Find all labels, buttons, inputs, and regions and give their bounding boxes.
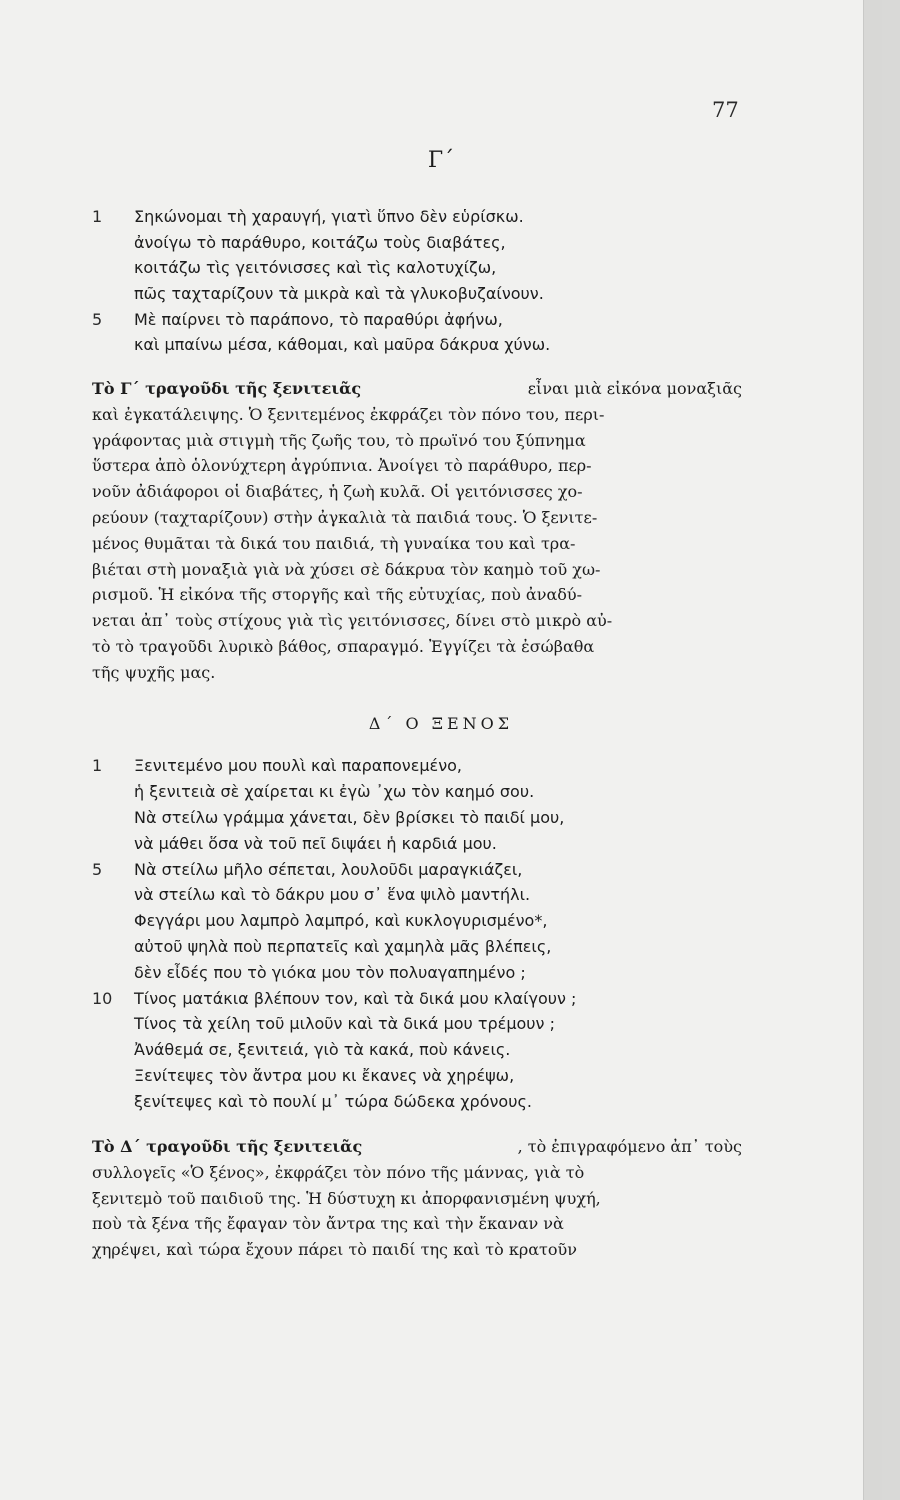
commentary-text: συλλογεῖς «Ὁ ξένος», ἐκφράζει τὸν πόνο τῆς μάννας, γιὰ τὸ: [92, 1162, 585, 1182]
poem-line: [92, 332, 732, 358]
page-edge: [863, 0, 882, 1500]
line-text: Μὲ παίρνει τὸ παράπονο, τὸ παραθύρι ἀφήνω,: [134, 309, 503, 329]
commentary-text: , τὸ ἐπιγραφόμενο ἀπ᾿ τοὺς: [517, 1137, 742, 1156]
poem-line: [92, 959, 732, 985]
line-text: Ἀνάθεμά σε, ξενιτειά, γιὸ τὰ κακά, ποὺ κάνεις.: [134, 1040, 511, 1060]
commentary-text: ξενιτεμὸ τοῦ παιδιοῦ της. Ἡ δύστυχη κι ἀπορφανισμένη ψυχή,: [92, 1188, 601, 1208]
line-text: καὶ μπαίνω μέσα, κάθομαι, καὶ μαῦρα δάκρυα χύνω.: [134, 335, 551, 355]
line-number: 5: [92, 309, 103, 329]
poem-line: [92, 1037, 732, 1063]
commentary-text: τῆς ψυχῆς μας.: [92, 662, 216, 682]
poem-line: [92, 306, 732, 332]
poem-line: [92, 805, 732, 831]
line-number: 1: [92, 756, 103, 776]
poem-line: [92, 1063, 732, 1089]
commentary-line: [92, 582, 742, 608]
commentary-line: [92, 453, 742, 479]
line-text: πῶς ταχταρίζουν τὰ μικρὰ καὶ τὰ γλυκοβυζαίνουν.: [134, 284, 544, 304]
poem-line: [92, 1088, 732, 1114]
commentary-gamma: [92, 376, 742, 686]
commentary-text: μένος θυμᾶται τὰ δικά του παιδιά, τὴ γυναίκα του καὶ τρα-: [92, 533, 576, 553]
commentary-text: τὸ τὸ τραγοῦδι λυρικὸ βάθος, σπαραγμό. Ἐγγίζει τὰ ἐσώβαθα: [92, 636, 595, 656]
poem-gamma: [92, 204, 732, 358]
poem-line: [92, 779, 732, 805]
commentary-text: ὕστερα ἀπὸ ὁλονύχτερη ἀγρύπνια. Ἀνοίγει τὸ παράθυρο, περ-: [92, 456, 592, 476]
section-heading-delta: Δ΄ Ο ΞΕΝΟΣ: [368, 714, 514, 733]
commentary-line: [92, 505, 742, 531]
commentary-line: [92, 402, 742, 428]
commentary-text: βιέται στὴ μοναξιὰ γιὰ νὰ χύσει σὲ δάκρυα τὸν καημὸ τοῦ χω-: [92, 559, 601, 579]
page-number: 77: [712, 98, 739, 122]
line-text: Τίνος ματάκια βλέπουν τον, καὶ τὰ δικά μου κλαίγουν ;: [134, 988, 577, 1008]
commentary-line: [92, 428, 742, 454]
poem-line: [92, 255, 732, 281]
commentary-line: [92, 557, 742, 583]
poem-line: [92, 934, 732, 960]
poem-line: [92, 1011, 732, 1037]
line-text: Ξενιτεμένο μου πουλὶ καὶ παραπονεμένο,: [134, 756, 462, 776]
commentary-line: [92, 376, 742, 402]
line-number: 5: [92, 859, 103, 879]
line-text: δὲν εἶδές που τὸ γιόκα μου τὸν πολυαγαπημένο ;: [134, 962, 526, 982]
line-text: Φεγγάρι μου λαμπρὸ λαμπρό, καὶ κυκλογυρισμένο*,: [134, 911, 548, 931]
poem-line: [92, 281, 732, 307]
line-text: Νὰ στείλω γράμμα χάνεται, δὲν βρίσκει τὸ παιδί μου,: [134, 807, 565, 827]
commentary-line: [92, 1160, 742, 1186]
commentary-line: [92, 479, 742, 505]
line-text: ἀνοίγω τὸ παράθυρο, κοιτάζω τοὺς διαβάτες,: [134, 232, 506, 252]
line-number: 1: [92, 207, 103, 227]
commentary-line: [92, 1186, 742, 1212]
poem-line: [92, 230, 732, 256]
poem-line: [92, 985, 732, 1011]
poem-line: [92, 753, 732, 779]
commentary-text: νοῦν ἀδιάφοροι οἱ διαβάτες, ἡ ζωὴ κυλᾶ. Οἱ γειτόνισσες χο-: [92, 482, 583, 502]
commentary-text: ρισμοῦ. Ἡ εἰκόνα τῆς στοργῆς καὶ τῆς εὐτυχίας, ποὺ ἀναδύ-: [92, 585, 583, 605]
line-text: Τίνος τὰ χείλη τοῦ μιλοῦν καὶ τὰ δικά μου τρέμουν ;: [134, 1014, 555, 1034]
poem-line: [92, 882, 732, 908]
commentary-line: [92, 608, 742, 634]
line-number: 10: [92, 988, 113, 1008]
commentary-line: [92, 531, 742, 557]
commentary-line: [92, 660, 742, 686]
commentary-text: χηρέψει, καὶ τώρα ἔχουν πάρει τὸ παιδί της καὶ τὸ κρατοῦν: [92, 1240, 577, 1260]
section-heading-gamma: Γ΄: [427, 148, 455, 173]
line-text: Σηκώνομαι τὴ χαραυγή, γιατὶ ὕπνο δὲν εὑρίσκω.: [134, 207, 524, 227]
line-text: Ξενίτεψες τὸν ἄντρα μου κι ἔκανες νὰ χηρέψω,: [134, 1065, 515, 1085]
line-text: Νὰ στείλω μῆλο σέπεται, λουλοῦδι μαραγκιάζει,: [134, 859, 523, 879]
commentary-line: [92, 1211, 742, 1237]
commentary-text: νεται ἀπ᾿ τοὺς στίχους γιὰ τὶς γειτόνισσες, δίνει στὸ μικρὸ αὐ-: [92, 611, 613, 631]
line-text: κοιτάζω τὶς γειτόνισσες καὶ τὶς καλοτυχίζω,: [134, 258, 497, 278]
poem-line: [92, 830, 732, 856]
commentary-text: γράφοντας μιὰ στιγμὴ τῆς ζωῆς του, τὸ πρωϊνό του ξύπνημα: [92, 430, 586, 450]
commentary-delta: [92, 1134, 742, 1263]
line-text: ἡ ξενιτειὰ σὲ χαίρεται κι ἐγὼ ᾿χω τὸν καημό σου.: [134, 782, 535, 802]
poem-delta: [92, 753, 732, 1114]
commentary-line: [92, 1237, 742, 1263]
poem-line: [92, 204, 732, 230]
line-text: νὰ στείλω καὶ τὸ δάκρυ μου σ᾿ ἕνα ψιλὸ μαντήλι.: [134, 885, 531, 905]
commentary-text: καὶ ἐγκατάλειψης. Ὁ ξενιτεμένος ἐκφράζει τὸν πόνο του, περι-: [92, 404, 605, 424]
commentary-text: εἶναι μιὰ εἰκόνα μοναξιᾶς: [527, 379, 742, 398]
bold-title: Τὸ Δ΄ τραγοῦδι τῆς ξενιτειᾶς: [92, 1137, 363, 1156]
commentary-line: [92, 634, 742, 660]
line-text: αὐτοῦ ψηλὰ ποὺ περπατεῖς καὶ χαμηλὰ μᾶς βλέπεις,: [134, 936, 552, 956]
bold-title: Τὸ Γ΄ τραγοῦδι τῆς ξενιτειᾶς: [92, 379, 362, 398]
line-text: νὰ μάθει ὅσα νὰ τοῦ πεῖ διψάει ἡ καρδιά μου.: [134, 833, 497, 853]
line-text: ξενίτεψες καὶ τὸ πουλί μ᾿ τώρα δώδεκα χρόνους.: [134, 1091, 532, 1111]
commentary-text: ποὺ τὰ ξένα τῆς ἔφαγαν τὸν ἄντρα της καὶ τὴν ἔκαναν νὰ: [92, 1214, 564, 1234]
poem-line: [92, 856, 732, 882]
commentary-line: [92, 1134, 742, 1160]
poem-line: [92, 908, 732, 934]
commentary-text: ρεύουν (ταχταρίζουν) στὴν ἀγκαλιὰ τὰ παιδιά τους. Ὁ ξενιτε-: [92, 507, 598, 527]
